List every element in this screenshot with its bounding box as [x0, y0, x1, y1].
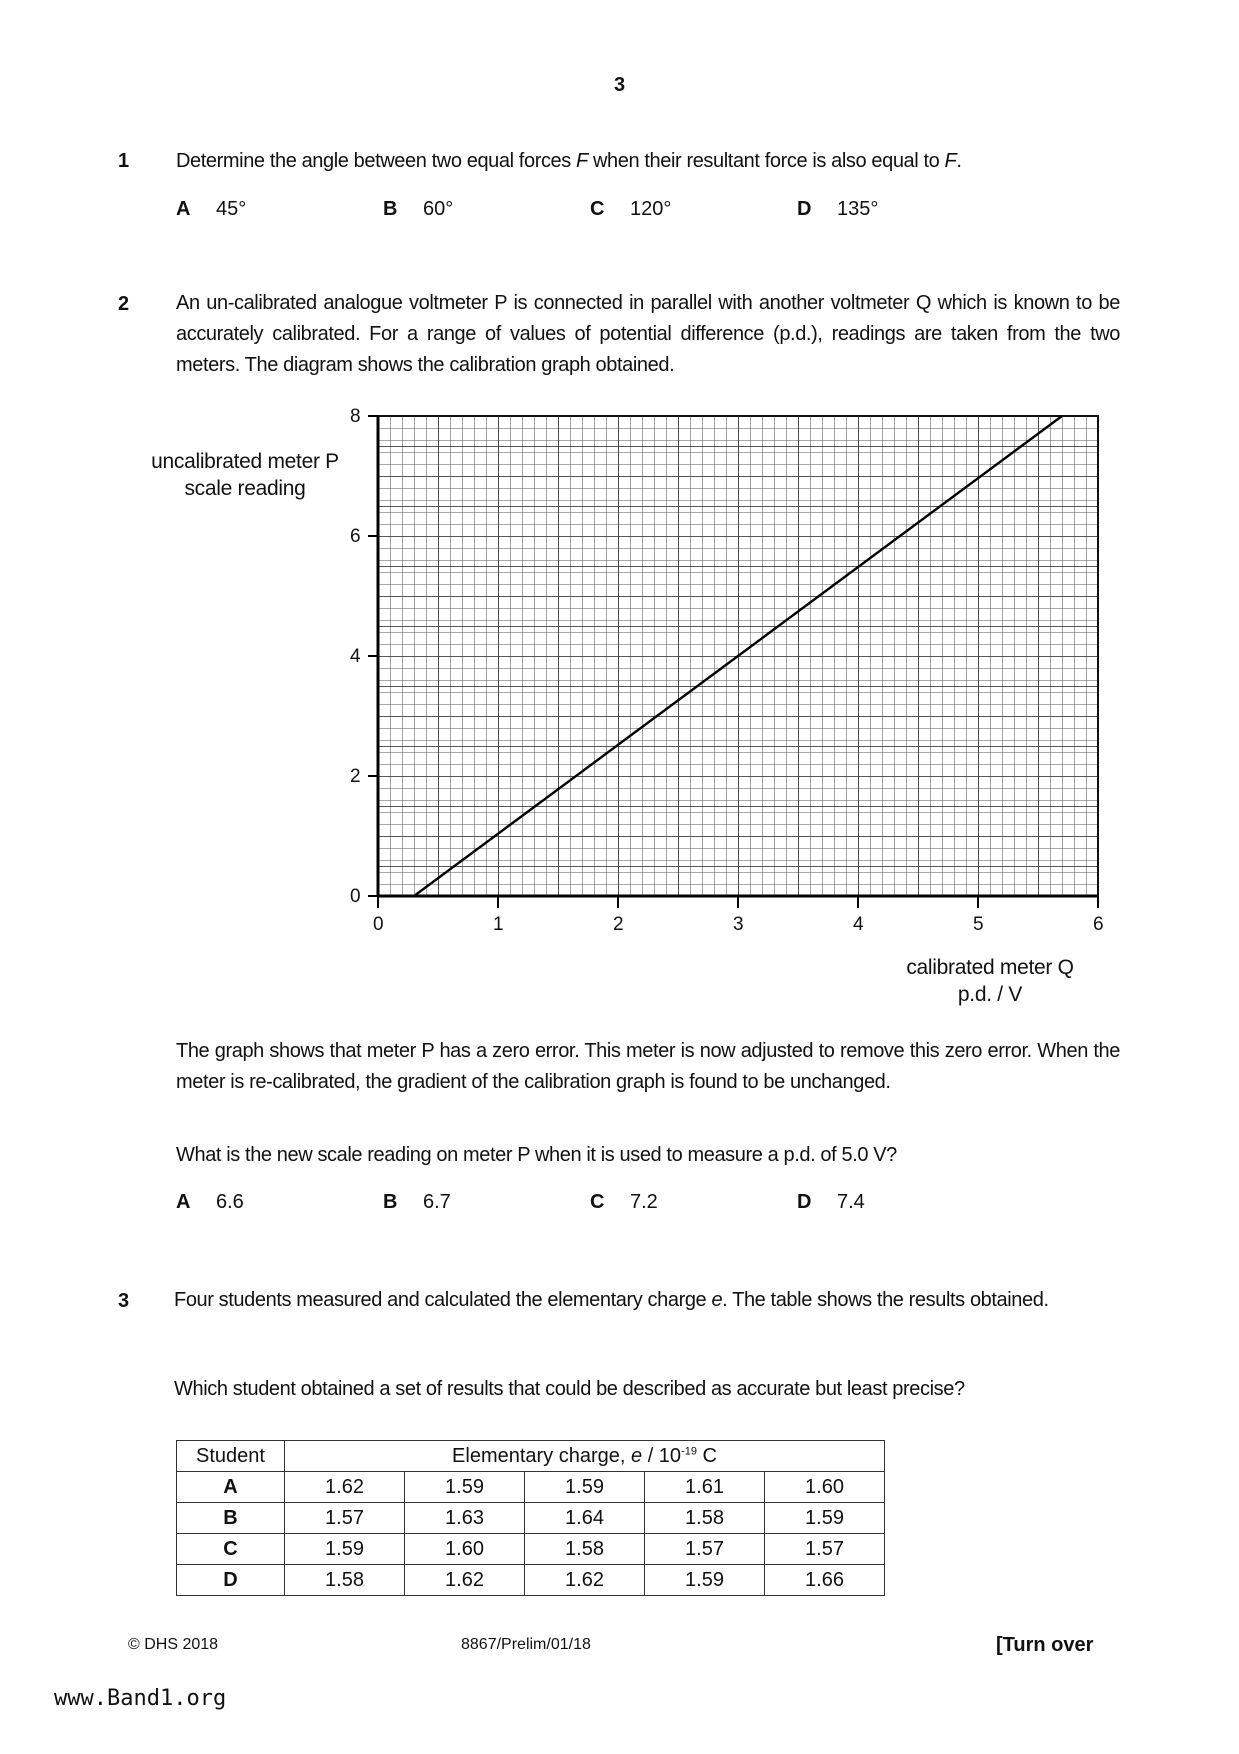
- option-c[interactable]: [590, 1191, 797, 1214]
- value-cell: 1.58: [285, 1565, 405, 1596]
- footer-copyright: © DHS 2018: [128, 1636, 219, 1653]
- question-1-options: [176, 198, 1004, 221]
- option-letter: B: [383, 1191, 398, 1213]
- y-tick-2: 2: [350, 766, 361, 787]
- q3-text-part: . The table shows the results obtained.: [722, 1289, 1049, 1311]
- page-number: 3: [613, 74, 626, 96]
- value-cell: 1.57: [285, 1503, 405, 1534]
- x-tick-1: 1: [493, 914, 504, 935]
- table-row: [177, 1503, 885, 1534]
- header-elementary-charge: [285, 1441, 885, 1472]
- table-header-row: [177, 1441, 885, 1472]
- value-cell: 1.64: [525, 1503, 645, 1534]
- table-row: [177, 1565, 885, 1596]
- option-value: 45°: [216, 198, 247, 220]
- header-unit: / 10: [642, 1444, 682, 1467]
- q1-text-part: Determine the angle between two equal forces: [176, 150, 577, 172]
- question-1-text: [176, 146, 1120, 177]
- x-tick-6: 6: [1093, 914, 1104, 935]
- option-value: 6.6: [216, 1191, 244, 1213]
- x-tick-3: 3: [733, 914, 744, 935]
- value-cell: 1.60: [405, 1534, 525, 1565]
- x-tick-2: 2: [613, 914, 624, 935]
- option-b[interactable]: [383, 198, 590, 221]
- q1-text-part: .: [956, 150, 962, 172]
- option-letter: A: [176, 198, 191, 220]
- calibration-graph: [340, 400, 1140, 940]
- value-cell: 1.57: [645, 1534, 765, 1565]
- student-cell: D: [177, 1565, 285, 1596]
- y-label-line-1: uncalibrated meter P: [151, 450, 339, 473]
- value-cell: 1.62: [405, 1565, 525, 1596]
- question-2-question: What is the new scale reading on meter P when it is used to measure a p.d. of 5.0 V?: [176, 1144, 897, 1166]
- header-symbol: e: [631, 1444, 643, 1467]
- value-cell: 1.63: [405, 1503, 525, 1534]
- x-tick-5: 5: [973, 914, 984, 935]
- student-cell: A: [177, 1472, 285, 1503]
- option-letter: D: [797, 198, 812, 220]
- y-label-line-2: scale reading: [184, 477, 306, 500]
- value-cell: 1.59: [765, 1503, 885, 1534]
- footer-turn-over: [Turn over: [996, 1634, 1094, 1656]
- x-tick-4: 4: [853, 914, 864, 935]
- option-value: 135°: [837, 198, 879, 220]
- question-3-question: Which student obtained a set of results that could be described as accurate but least precise?: [174, 1378, 965, 1400]
- option-value: 120°: [630, 198, 672, 220]
- option-letter: A: [176, 1191, 191, 1213]
- value-cell: 1.58: [525, 1534, 645, 1565]
- q1-text-part: when their resultant force is also equal to: [587, 150, 945, 172]
- x-label-line-1: calibrated meter Q: [906, 956, 1074, 979]
- q1-force-symbol: F: [576, 150, 588, 172]
- table-row: [177, 1472, 885, 1503]
- option-d[interactable]: [797, 198, 1004, 221]
- graph-x-axis-label: [880, 954, 1100, 1008]
- value-cell: 1.59: [525, 1472, 645, 1503]
- value-cell: 1.59: [285, 1534, 405, 1565]
- option-c[interactable]: [590, 198, 797, 221]
- y-tick-0: 0: [350, 886, 361, 907]
- y-tick-4: 4: [350, 646, 361, 667]
- option-a[interactable]: [176, 1191, 383, 1214]
- option-d[interactable]: [797, 1191, 1004, 1214]
- student-cell: B: [177, 1503, 285, 1534]
- table-row: [177, 1534, 885, 1565]
- question-1-number: 1: [118, 150, 130, 172]
- question-3-number: 3: [118, 1290, 130, 1312]
- value-cell: 1.59: [645, 1565, 765, 1596]
- option-value: 7.2: [630, 1191, 658, 1213]
- question-2-number: 2: [118, 293, 130, 315]
- option-a[interactable]: [176, 198, 383, 221]
- header-student: Student: [177, 1441, 285, 1472]
- x-tick-0: 0: [373, 914, 384, 935]
- q3-text-part: Four students measured and calculated the elementary charge: [174, 1289, 712, 1311]
- option-letter: D: [797, 1191, 812, 1213]
- question-2-options: [176, 1191, 1004, 1214]
- watermark: www.Band1.org: [54, 1686, 227, 1711]
- question-2-intro: An un-calibrated analogue voltmeter P is connected in parallel with another voltmeter Q which is known to be accurately calibrated. For a range of values of potential difference (p.d.), readings are taken from the two meters. The diagram shows the calibration graph obtained.: [176, 292, 1120, 376]
- q1-force-symbol: F: [944, 150, 957, 172]
- header-text: Elementary charge,: [452, 1444, 632, 1467]
- option-value: 60°: [423, 198, 454, 220]
- option-letter: C: [590, 1191, 605, 1213]
- value-cell: 1.62: [525, 1565, 645, 1596]
- y-tick-8: 8: [350, 406, 361, 427]
- y-tick-6: 6: [350, 526, 361, 547]
- header-suffix: C: [696, 1444, 717, 1467]
- value-cell: 1.62: [285, 1472, 405, 1503]
- student-cell: C: [177, 1534, 285, 1565]
- value-cell: 1.59: [405, 1472, 525, 1503]
- option-value: 6.7: [423, 1191, 451, 1213]
- graph-y-axis-label: [130, 448, 360, 502]
- option-letter: B: [383, 198, 398, 220]
- option-value: 7.4: [837, 1191, 865, 1213]
- q3-charge-symbol: e: [711, 1289, 723, 1311]
- option-b[interactable]: [383, 1191, 590, 1214]
- value-cell: 1.60: [765, 1472, 885, 1503]
- x-label-line-2: p.d. / V: [957, 983, 1023, 1006]
- header-exponent: -19: [681, 1444, 697, 1457]
- footer-paper-code: 8867/Prelim/01/18: [461, 1636, 591, 1653]
- question-2-paragraph: The graph shows that meter P has a zero error. This meter is now adjusted to remove this zero error. When the meter is re-calibrated, the gradient of the calibration graph is found to be unchanged.: [176, 1040, 1120, 1093]
- value-cell: 1.58: [645, 1503, 765, 1534]
- value-cell: 1.66: [765, 1565, 885, 1596]
- value-cell: 1.61: [645, 1472, 765, 1503]
- value-cell: 1.57: [765, 1534, 885, 1565]
- option-letter: C: [590, 198, 605, 220]
- results-table: [176, 1440, 885, 1596]
- question-3-text: [174, 1285, 1120, 1316]
